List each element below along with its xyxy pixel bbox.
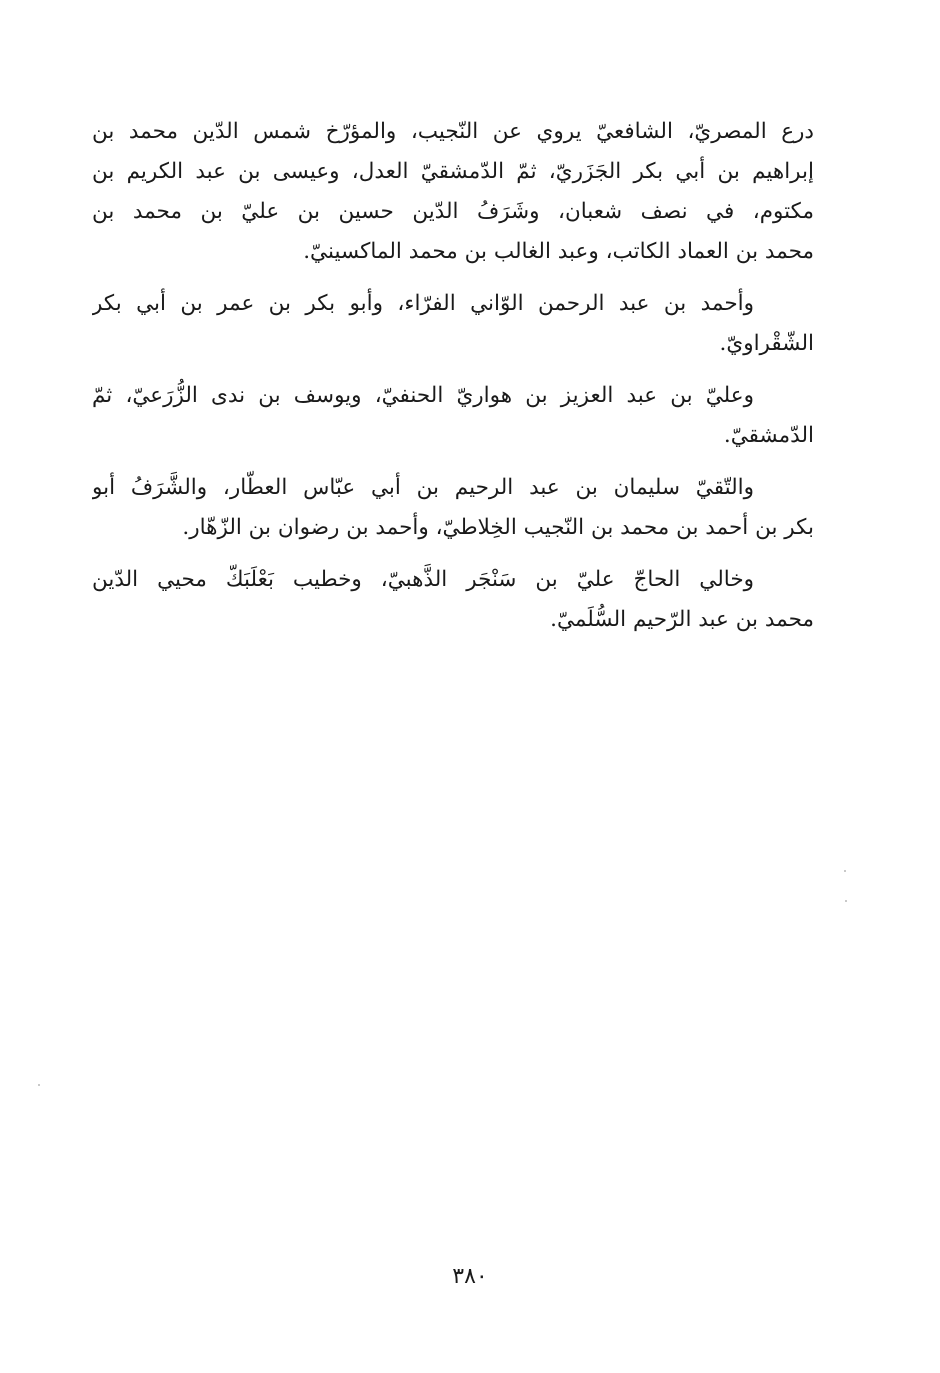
scan-speck xyxy=(845,900,847,902)
text-line: مكتوم، في نصف شعبان، وشَرَفُ الدّين حسين بن عليّ بن محمد بن xyxy=(92,199,814,224)
text-line: الدّمشقيّ. xyxy=(723,423,814,448)
paragraph-2 xyxy=(92,284,814,364)
page-number: ٣٨٠ xyxy=(452,1264,488,1289)
text-line: والتّقيّ سليمان بن عبد الرحيم بن أبي عبّاس العطّار، والشَّرَفُ أبو xyxy=(92,475,754,500)
scan-speck xyxy=(844,870,846,872)
text-line: محمد بن عبد الرّحيم السُّلَميّ. xyxy=(550,607,814,632)
paragraph-3 xyxy=(92,376,814,456)
body-text xyxy=(92,112,814,652)
paragraph-5 xyxy=(92,560,814,640)
text-line: الشّقْراويّ. xyxy=(719,331,814,356)
text-line: إبراهيم بن أبي بكر الجَزَريّ، ثمّ الدّمشقيّ العدل، وعيسى بن عبد الكريم بن xyxy=(92,159,814,184)
paragraph-1 xyxy=(92,112,814,272)
text-line: وأحمد بن عبد الرحمن الوّاني الفرّاء، وأبو بكر بن عمر بن أبي بكر xyxy=(92,291,754,316)
text-line: وخالي الحاجّ عليّ بن سَنْجَر الذَّهبيّ، وخطيب بَعْلَبَكّ محيي الدّين xyxy=(92,567,754,592)
text-line: وعليّ بن عبد العزيز بن هواريّ الحنفيّ، ويوسف بن ندى الزُّرَعيّ، ثمّ xyxy=(92,383,754,408)
paragraph-4 xyxy=(92,468,814,548)
text-line: درع المصريّ، الشافعيّ يروي عن النّجيب، والمؤرّخ شمس الدّين محمد بن xyxy=(92,119,814,144)
text-line: بكر بن أحمد بن محمد بن النّجيب الخِلاطيّ، وأحمد بن رضوان بن الزّهّار. xyxy=(182,515,814,540)
text-line: محمد بن العماد الكاتب، وعبد الغالب بن محمد الماكسينيّ. xyxy=(303,239,814,264)
scan-speck xyxy=(38,1084,40,1086)
